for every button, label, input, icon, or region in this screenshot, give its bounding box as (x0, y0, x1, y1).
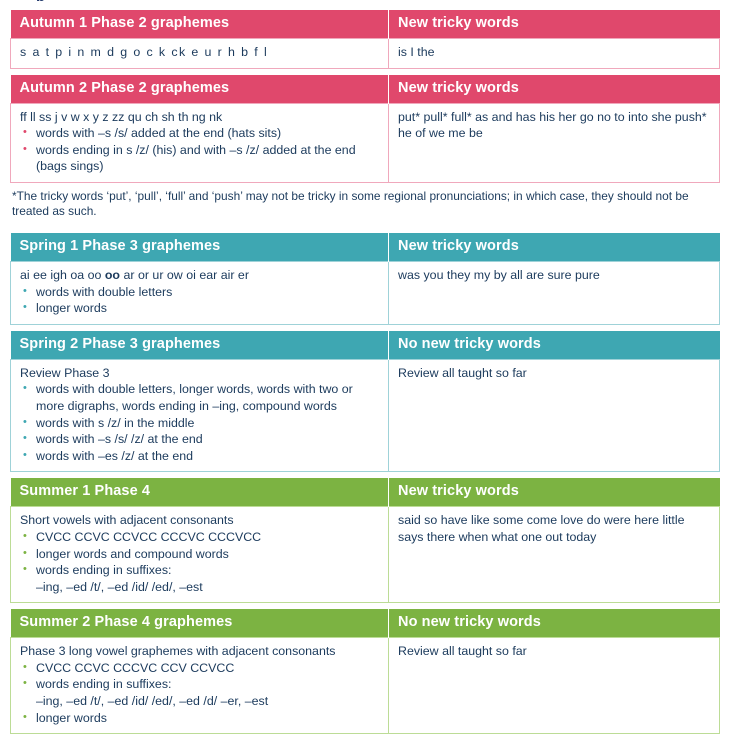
cell-graphemes (11, 103, 389, 182)
cropped-heading-fragment (36, 0, 45, 1)
header-tricky-words: New tricky words (389, 478, 720, 507)
table-row (11, 507, 720, 603)
cell-graphemes (11, 261, 389, 324)
list-item: • longer words (20, 300, 379, 317)
list-item: • words ending in s /z/ (his) and with –s /z/ added at the end (bags sings) (20, 142, 379, 175)
grapheme-bullets (20, 529, 379, 595)
tricky-words-list: Review all taught so far (398, 365, 527, 380)
cell-graphemes (11, 507, 389, 603)
table-header-row (11, 609, 720, 638)
list-item (20, 676, 379, 709)
tricky-words-list: was you they my by all are sure pure (398, 267, 600, 282)
table-header-row (11, 478, 720, 507)
table-row (11, 359, 720, 472)
term-table-summer-1 (10, 478, 720, 603)
term-table-spring-1 (10, 233, 720, 325)
list-item: • words with –s /s/ /z/ at the end (20, 431, 379, 448)
grapheme-bullets (20, 125, 379, 175)
header-graphemes: Autumn 2 Phase 2 graphemes (11, 75, 389, 104)
grapheme-list: Short vowels with adjacent consonants (20, 513, 234, 528)
list-item: • longer words and compound words (20, 546, 379, 563)
tricky-words-list: said so have like some come love do were here little says there when what one out today (398, 513, 685, 544)
list-item-continuation: –ing, –ed /t/, –ed /id/ /ed/, –est (36, 579, 203, 594)
cell-tricky-words (389, 638, 720, 734)
term-table-autumn-1 (10, 10, 720, 69)
table-header-row (11, 10, 720, 39)
list-item: • CVCC CCVC CCVCC CCCVC CCCVCC (20, 529, 379, 546)
grapheme-list: Review Phase 3 (20, 365, 110, 380)
header-graphemes: Summer 1 Phase 4 (11, 478, 389, 507)
table-row (11, 39, 720, 69)
list-item: • longer words (20, 710, 379, 727)
header-tricky-words: No new tricky words (389, 331, 720, 360)
cell-graphemes (11, 39, 389, 69)
tricky-words-footnote: *The tricky words ‘put’, ‘pull’, ‘full’ and ‘push’ may not be tricky in some regional pronunciations; in which case, they should not be treated as such. (12, 188, 689, 219)
tricky-words-list: Review all taught so far (398, 644, 527, 659)
list-item: • words with –s /s/ added at the end (hats sits) (20, 125, 379, 142)
header-graphemes: Spring 1 Phase 3 graphemes (11, 233, 389, 262)
table-header-row (11, 75, 720, 104)
table-header-row (11, 233, 720, 262)
table-row (11, 103, 720, 182)
term-table-autumn-2 (10, 75, 720, 183)
grapheme-bullets (20, 381, 379, 464)
list-item-label: words ending in suffixes: (36, 563, 172, 578)
grapheme-bullets (20, 660, 379, 726)
list-item: • words with double letters (20, 284, 379, 301)
table-header-row (11, 331, 720, 360)
term-table-spring-2 (10, 331, 720, 473)
tricky-words-list: put* pull* full* as and has his her go no to into she push* he of we me be (398, 109, 707, 141)
cell-tricky-words (389, 39, 720, 69)
grapheme-list: ff ll ss j v w x y z zz qu ch sh th ng nk (20, 109, 223, 124)
list-item: • words with double letters, longer words, words with two or more digraphs, words ending in –ing, compound words (20, 381, 379, 414)
term-table-summer-2 (10, 609, 720, 734)
header-tricky-words: New tricky words (389, 233, 720, 262)
cell-tricky-words (389, 359, 720, 472)
tricky-words-list: is I the (398, 45, 435, 59)
cell-tricky-words (389, 507, 720, 603)
cell-tricky-words (389, 103, 720, 182)
grapheme-list: s a t p i n m d g o c k ck e u r h b f l (20, 45, 269, 59)
cell-graphemes (11, 359, 389, 472)
list-item: • words with –es /z/ at the end (20, 448, 379, 465)
header-graphemes: Spring 2 Phase 3 graphemes (11, 331, 389, 360)
table-row (11, 638, 720, 734)
list-item: • words with s /z/ in the middle (20, 415, 379, 432)
list-item (20, 562, 379, 595)
list-item: • CVCC CCVC CCCVC CCV CCVCC (20, 660, 379, 677)
list-item-label: words ending in suffixes: (36, 677, 172, 692)
grapheme-bullets (20, 284, 379, 317)
list-item-continuation: –ing, –ed /t/, –ed /id/ /ed/, –ed /d/ –er, –est (36, 694, 269, 709)
header-graphemes: Autumn 1 Phase 2 graphemes (11, 10, 389, 39)
cell-graphemes (11, 638, 389, 734)
header-tricky-words: New tricky words (389, 75, 720, 104)
table-row (11, 261, 720, 324)
cell-tricky-words (389, 261, 720, 324)
header-graphemes: Summer 2 Phase 4 graphemes (11, 609, 389, 638)
header-tricky-words: No new tricky words (389, 609, 720, 638)
grapheme-list: Phase 3 long vowel graphemes with adjacent consonants (20, 644, 336, 659)
grapheme-list: ai ee igh oa oo oo ar or ur ow oi ear air er (20, 267, 249, 282)
header-tricky-words: New tricky words (389, 10, 720, 39)
